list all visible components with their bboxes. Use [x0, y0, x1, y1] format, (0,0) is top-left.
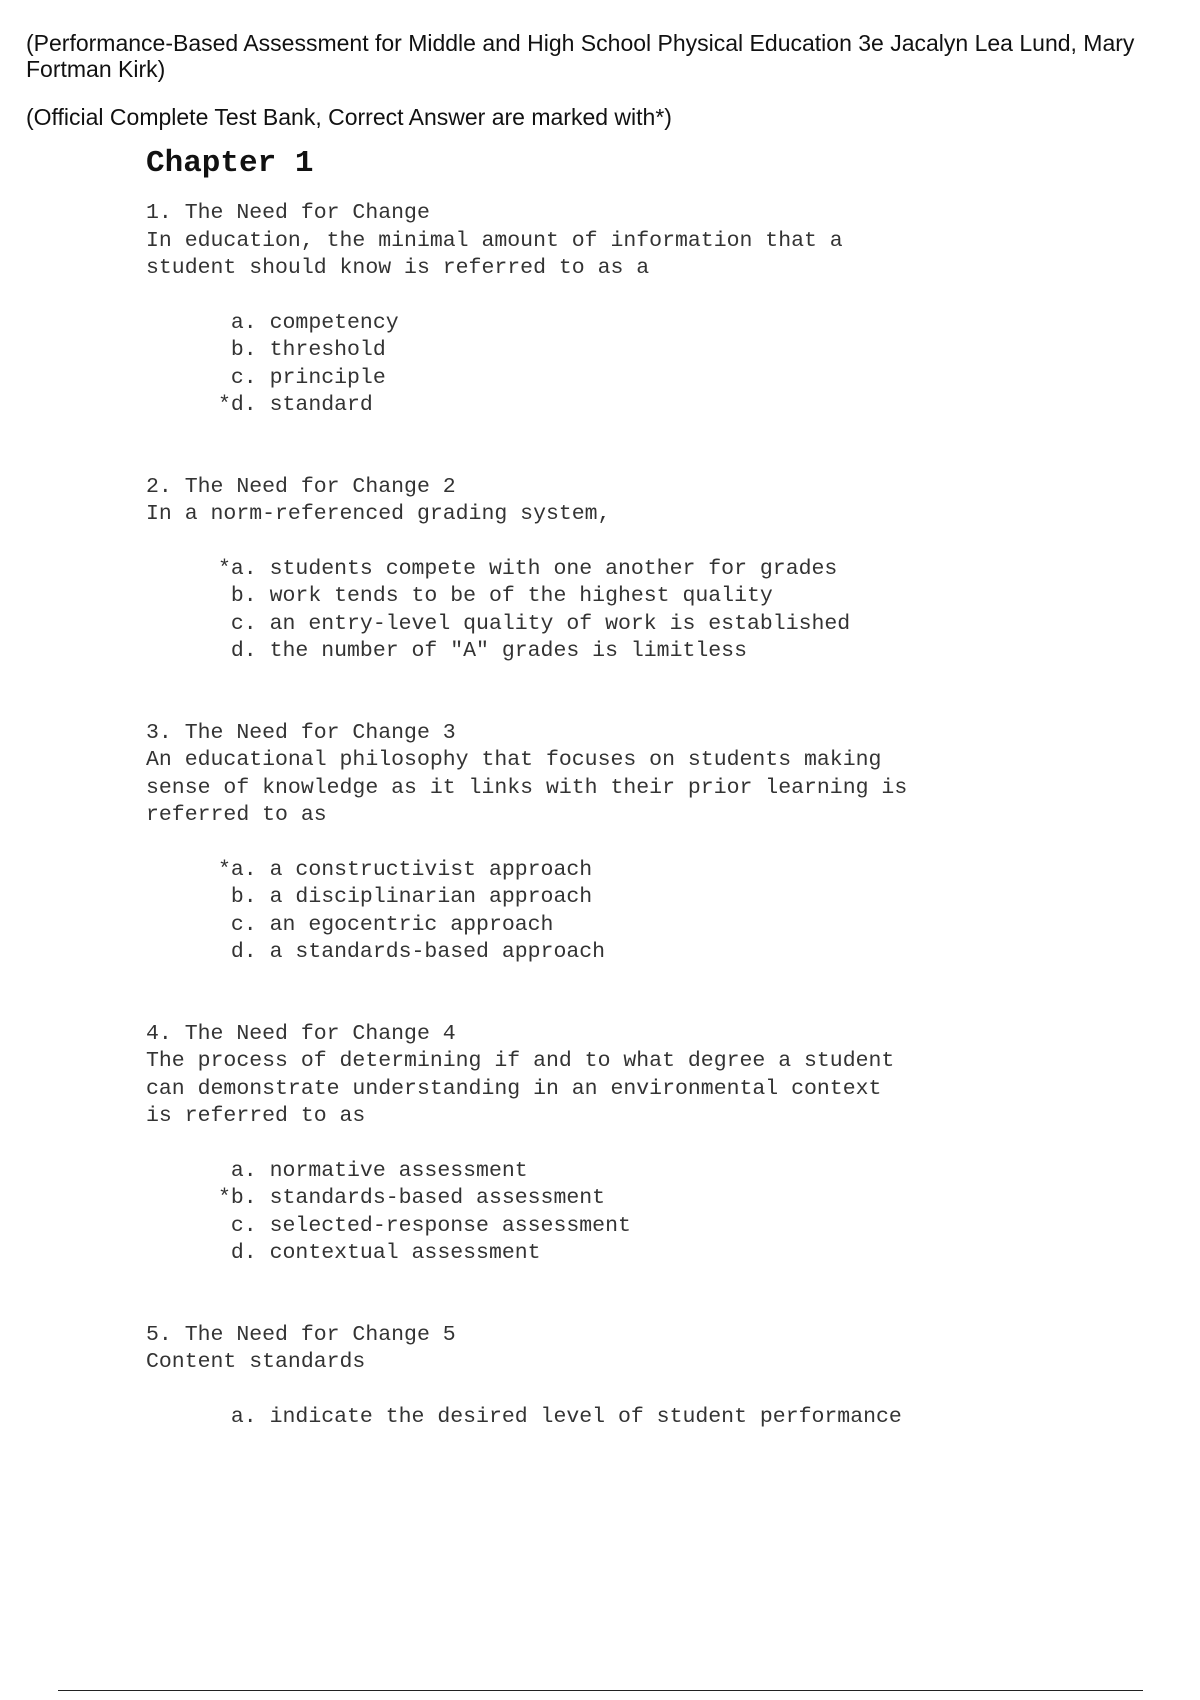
question-heading: 5. The Need for Change 5: [146, 1322, 456, 1347]
answer-options: [146, 1404, 1146, 1432]
document-title: (Performance-Based Assessment for Middle and High School Physical Education 3e Jacalyn Lea Lund, Mary Fortman Kirk): [26, 30, 1135, 82]
question-4: [146, 1021, 1146, 1268]
answer-option-correct: *a. a constructivist approach: [218, 857, 593, 882]
chapter-title: Chapter 1: [146, 146, 314, 181]
answer-option: b. work tends to be of the highest quality: [218, 584, 773, 608]
answer-option: a. indicate the desired level of student performance: [218, 1404, 902, 1429]
question-heading: 3. The Need for Change 3: [146, 720, 456, 745]
answer-options: [146, 310, 1146, 420]
question-stem: Content standards: [146, 1350, 366, 1374]
answer-option-correct: *a. students compete with one another for grades: [218, 556, 838, 581]
answer-option: a. normative assessment: [218, 1158, 528, 1183]
answer-option: c. principle: [218, 365, 386, 390]
answer-option-correct: *d. standard: [218, 393, 373, 417]
document-header: [26, 30, 1146, 130]
question-3: [146, 720, 1146, 967]
answer-option: d. a standards-based approach: [218, 940, 606, 964]
answer-option: a. competency: [218, 310, 399, 335]
answer-options: [146, 857, 1146, 967]
answer-option: c. selected-response assessment: [218, 1213, 631, 1238]
footer-divider: [58, 1690, 1143, 1691]
question-5: [146, 1322, 1146, 1432]
answer-option: b. a disciplinarian approach: [218, 885, 593, 909]
answer-option: d. the number of "A" grades is limitless: [218, 639, 747, 663]
question-stem: The process of determining if and to what degree a student can demonstrate understanding in an environmental context is referred to as: [146, 1049, 895, 1128]
answer-option-correct: *b. standards-based assessment: [218, 1186, 606, 1210]
answer-option: b. threshold: [218, 338, 386, 362]
question-stem: In education, the minimal amount of information that a student should know is referred to as a: [146, 228, 843, 280]
question-heading: 1. The Need for Change: [146, 201, 430, 225]
document-subtitle: (Official Complete Test Bank, Correct Answer are marked with*): [26, 104, 672, 130]
question-heading: 4. The Need for Change 4: [146, 1021, 456, 1046]
question-stem: In a norm-referenced grading system,: [146, 502, 611, 526]
question-1: [146, 200, 1146, 420]
answer-options: [146, 1158, 1146, 1268]
question-heading: 2. The Need for Change 2: [146, 474, 456, 499]
answer-options: [146, 556, 1146, 666]
answer-option: c. an entry-level quality of work is established: [218, 611, 851, 636]
question-stem: An educational philosophy that focuses on students making sense of knowledge as it links with their prior learning is referred to as: [146, 748, 908, 827]
answer-option: c. an egocentric approach: [218, 912, 554, 937]
answer-option: d. contextual assessment: [218, 1241, 541, 1265]
question-2: [146, 474, 1146, 666]
test-bank-content: [146, 146, 1146, 1431]
